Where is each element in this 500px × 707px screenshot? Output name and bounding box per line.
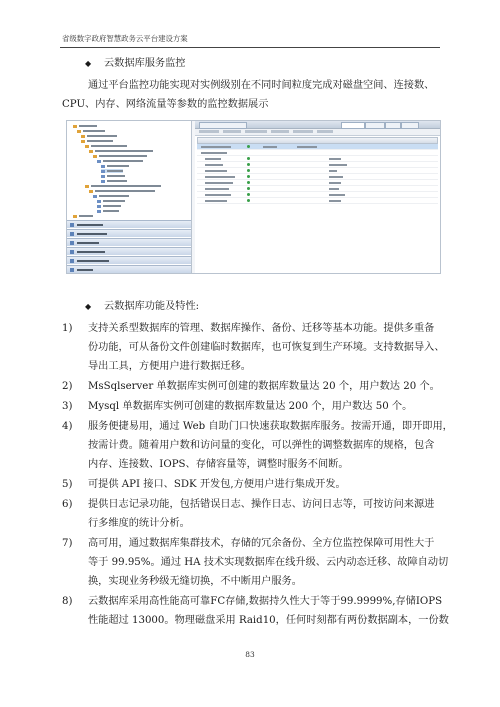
metrics-grid-header xyxy=(197,137,438,144)
list-item-line: 换，实现业务秒级无缝切换，不中断用户服务。 xyxy=(88,576,302,587)
resource-tree-panel xyxy=(67,121,192,273)
list-item-line: Mysql 单数据库实例可创建的数据库数量达 200 个，用户数达 50 个。 xyxy=(88,401,413,412)
list-item-number: 6) xyxy=(62,499,73,510)
monitoring-detail-panel xyxy=(195,121,440,273)
console-toolbar xyxy=(195,129,440,136)
list-item-number: 1) xyxy=(62,323,73,334)
section-heading-monitoring: 云数据库服务监控 xyxy=(104,58,186,69)
list-item-line: 等于 99.95%。通过 HA 技术实现数据库在线升级、云内动态迁移、故障自动切 xyxy=(88,557,449,568)
list-item-number: 3) xyxy=(62,401,73,412)
list-item-number: 7) xyxy=(62,538,73,549)
monitoring-console-screenshot xyxy=(66,120,441,274)
list-item-number: 2) xyxy=(62,381,73,392)
page-number: 83 xyxy=(245,650,255,659)
list-item-line: 提供日志记录功能，包括错误日志、操作日志、访问日志等，可按访问来源进 xyxy=(88,499,435,510)
list-item-line: 云数据库采用高性能高可靠FC存储,数据持久性大于等于99.9999%,存储IOPS xyxy=(88,596,443,607)
list-item-line: 服务便捷易用，通过 Web 自助门口快速获取数据库服务。按需开通，即开即用， xyxy=(88,421,453,432)
header-divider xyxy=(60,47,440,48)
paragraph-line: 通过平台监控功能实现对实例级别在不同时间粒度完成对磁盘空间、连接数、 xyxy=(88,80,435,91)
list-item-line: 内存、连接数、IOPS、存储容量等，调整时服务不间断。 xyxy=(88,459,349,470)
page-header-title: 省级数字政府智慧政务云平台建设方案 xyxy=(62,34,188,43)
console-tab-strip xyxy=(195,121,440,129)
section-heading-features: 云数据库功能及特性: xyxy=(104,301,200,312)
list-item-number: 5) xyxy=(62,479,73,490)
list-item-line: 可提供 API 接口、SDK 开发包,方便用户进行集成开发。 xyxy=(88,479,346,490)
navigation-accordion xyxy=(67,219,191,273)
list-item-line: 按需计费。随着用户数和访问量的变化，可以弹性的调整数据库的规格，包含 xyxy=(88,440,435,451)
bullet-diamond-icon: ◆ xyxy=(85,302,92,311)
list-item-line: MsSqlserver 单数据库实例可创建的数据库数量达 20 个，用户数达 20 个。 xyxy=(88,381,440,392)
list-item-number: 4) xyxy=(62,421,73,432)
paragraph-line: CPU、内存、网络流量等参数的监控数据展示 xyxy=(62,99,269,110)
list-item-line: 支持关系型数据库的管理、数据库操作、备份、迁移等基本功能。提供多重备 xyxy=(88,323,435,334)
list-item-number: 8) xyxy=(62,596,73,607)
bullet-diamond-icon: ◆ xyxy=(85,59,92,68)
list-item-line: 份功能，可从备份文件创建临时数据库，也可恢复到生产环境。支持数据导入、 xyxy=(88,342,445,353)
list-item-line: 性能超过 13000。物理磁盘采用 Raid10，任何时刻都有两份数据副本，一份数 xyxy=(88,615,449,626)
list-item-line: 行多维度的统计分析。 xyxy=(88,518,190,529)
list-item-line: 导出工具，方便用户进行数据迁移。 xyxy=(88,361,251,372)
list-item-line: 高可用，通过数据库集群技术，存储的冗余备份、全方位监控保障可用性大于 xyxy=(88,538,435,549)
